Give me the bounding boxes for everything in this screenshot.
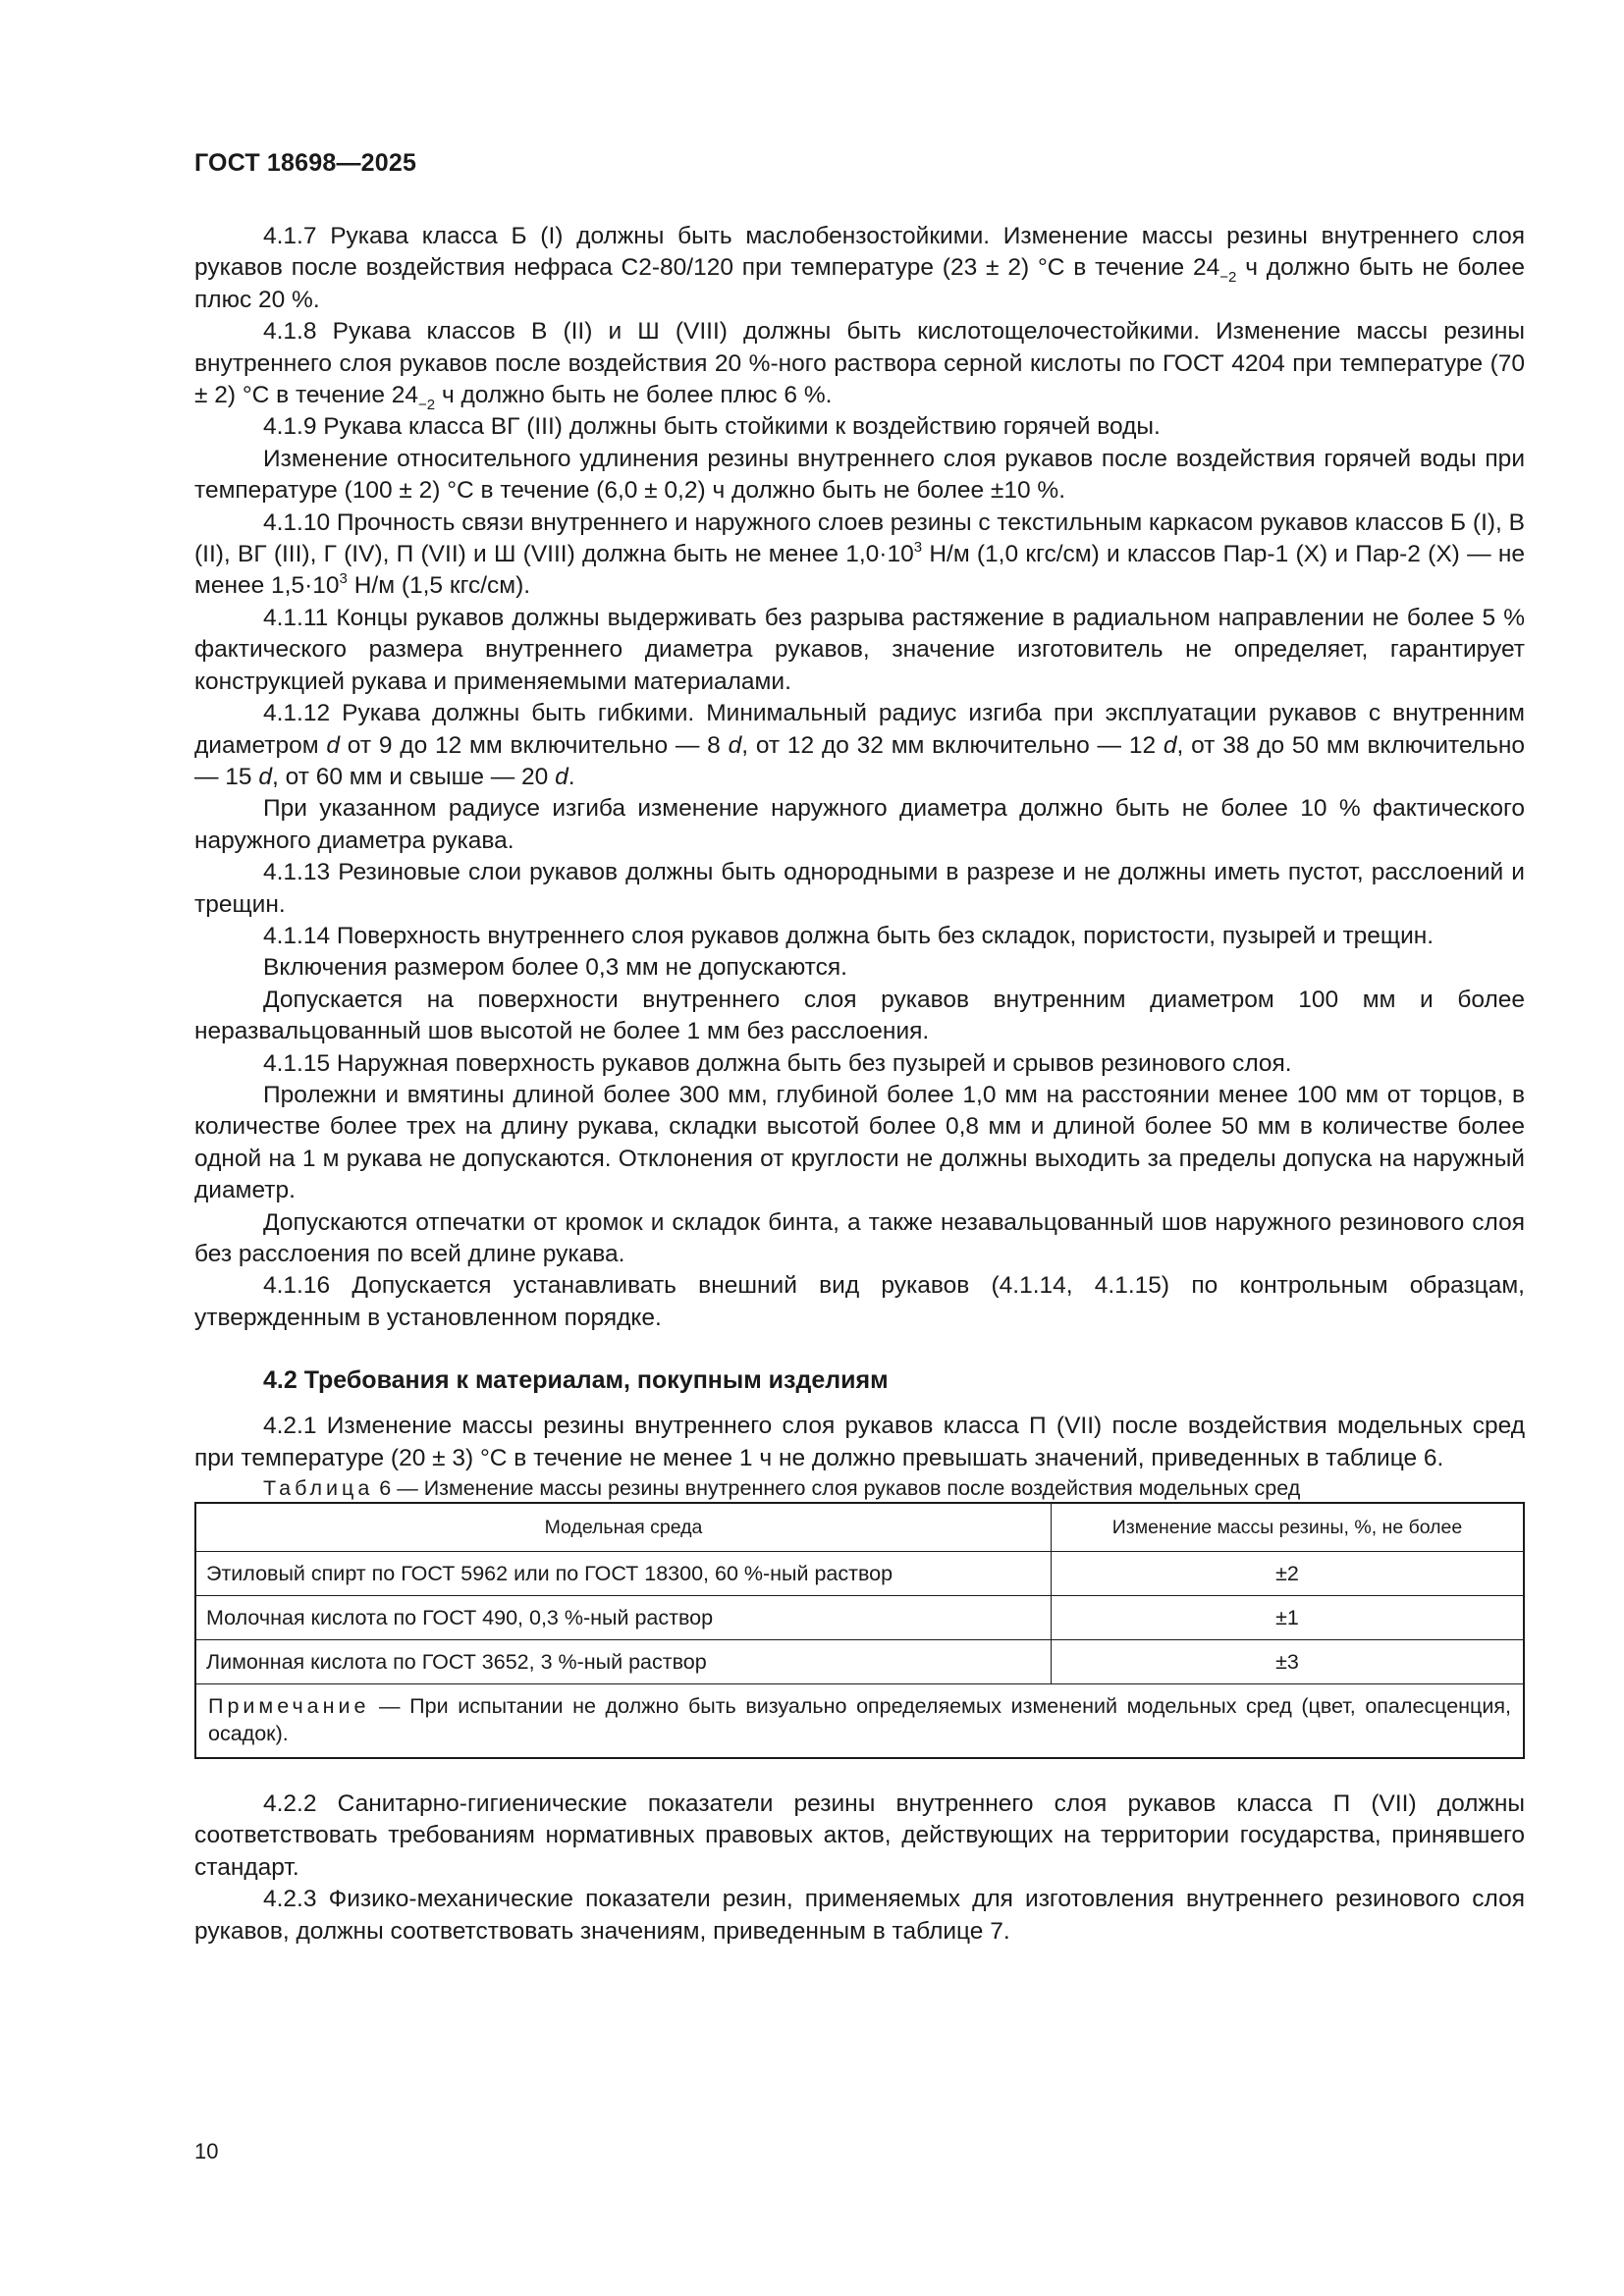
table-cell-medium: Молочная кислота по ГОСТ 490, 0,3 %-ный раствор <box>195 1596 1052 1640</box>
paragraph-4-1-8: 4.1.8 Рукава классов В (II) и Ш (VIII) должны быть кислотощелочестойкими. Изменение массы резины внутреннего слоя рукавов после воздействия 20 %-ного раствора серной кислоты по ГОСТ 4204 при температуре (70 ± 2) °С в течение $24_{-2}$ ч должно быть не более плюс 6 %. <box>194 318 1525 414</box>
table-6-caption: Таблица 6 — Изменение массы резины внутреннего слоя рукавов после воздействия модельных сред <box>263 1476 1301 1501</box>
table-note: Примечание — При испытании не должно быть визуально определяемых изменений модельных сред (цвет, опалесценция, осадок). <box>195 1684 1524 1759</box>
paragraph-4-1-9: 4.1.9 Рукава класса ВГ (III) должны быть стойкими к воздействию горячей воды. <box>263 413 1161 441</box>
document-body <box>194 221 1525 1948</box>
paragraph-4-1-16: 4.1.16 Допускается устанавливать внешний вид рукавов (4.1.14, 4.1.15) по контрольным образцам, утвержденным в установленном порядке. <box>194 1272 1525 1331</box>
paragraph-dents: Пролежни и вмятины длиной более 300 мм, глубиной более 1,0 мм на расстоянии менее 100 мм от торцов, в количестве более трех на длину рукава, складки высотой более 0,8 мм и длиной более 50 мм в количестве более одной на 1 м рукава не допускаются. Отклонения от круглости не должны выходить за пределы допуска на наружный диаметр. <box>194 1081 1525 1204</box>
paragraph-4-1-10: 4.1.10 Прочность связи внутреннего и наружного слоев резины с текстильным каркасом рукавов классов Б (I), В (II), ВГ (III), Г (IV), П (VII) и Ш (VIII) должна быть не менее $1,0\cdot 10^3$ Н/м (1,0 кгс/см) и классов Пар-1 (X) и Пар-2 (X) — не менее $1,5\cdot 10^3$ Н/м (1,5 кгс/см). <box>194 508 1525 600</box>
paragraph-4-1-14: 4.1.14 Поверхность внутреннего слоя рукавов должна быть без складок, пористости, пузырей и трещин. <box>263 922 1435 949</box>
paragraph-hot-water: Изменение относительного удлинения резины внутреннего слоя рукавов после воздействия горячей воды при температуре (100 ± 2) °С в течение (6,0 ± 0,2) ч должно быть не более ±10 %. <box>194 445 1525 505</box>
paragraph-4-1-7: 4.1.7 Рукава класса Б (I) должны быть маслобензостойкими. Изменение массы резины внутреннего слоя рукавов после воздействия нефраса С2-80/120 при температуре (23 ± 2) °С в течение $24_{-2}$ ч должно быть не более плюс 20 %. <box>194 223 1525 313</box>
page-number: 10 <box>194 2139 219 2163</box>
paragraph-4-1-15: 4.1.15 Наружная поверхность рукавов должна быть без пузырей и срывов резинового слоя. <box>263 1049 1292 1077</box>
table-cell-value: ±3 <box>1052 1640 1525 1684</box>
paragraph-4-1-13: 4.1.13 Резиновые слои рукавов должны быть однородными в разрезе и не должны иметь пустот, расслоений и трещин. <box>194 859 1525 918</box>
table-header-mass-change: Изменение массы резины, %, не более <box>1052 1503 1525 1552</box>
table-cell-value: ±2 <box>1052 1552 1525 1596</box>
table-cell-medium: Лимонная кислота по ГОСТ 3652, 3 %-ный раствор <box>195 1640 1052 1684</box>
document-header: ГОСТ 18698—2025 <box>194 149 417 177</box>
paragraph-bend-radius: При указанном радиусе изгиба изменение наружного диаметра должно быть не более 10 % фактического наружного диаметра рукава. <box>194 795 1525 854</box>
table-cell-value: ±1 <box>1052 1596 1525 1640</box>
paragraph-4-2-3: 4.2.3 Физико-механические показатели резин, применяемых для изготовления внутреннего резинового слоя рукавов, должны соответствовать значениям, приведенным в таблице 7. <box>194 1886 1525 1945</box>
paragraph-4-1-12: 4.1.12 Рукава должны быть гибкими. Минимальный радиус изгиба при эксплуатации рукавов с внутренним диаметром d от 9 до 12 мм включительно — 8 d, от 12 до 32 мм включительно — 12 d, от 38 до 50 мм включительно — 15 d, от 60 мм и свыше — 20 d. <box>194 700 1526 790</box>
table-note-row <box>195 1684 1524 1759</box>
paragraph-4-2-1: 4.2.1 Изменение массы резины внутреннего слоя рукавов класса П (VII) после воздействия модельных сред при температуре (20 ± 3) °С в течение не менее 1 ч не должно превышать значений, приведенных в таблице 6. <box>194 1413 1525 1471</box>
table-row <box>195 1596 1524 1640</box>
table-row <box>195 1640 1524 1684</box>
paragraph-4-2-2: 4.2.2 Санитарно-гигиенические показатели резины внутреннего слоя рукавов класса П (VII) должны соответствовать требованиям нормативных правовых актов, действующих на территории государства, принявшего стандарт. <box>194 1790 1525 1881</box>
table-cell-medium: Этиловый спирт по ГОСТ 5962 или по ГОСТ 18300, 60 %-ный раствор <box>195 1552 1052 1596</box>
paragraph-seam: Допускается на поверхности внутреннего слоя рукавов внутренним диаметром 100 мм и более неразвальцованный шов высотой не более 1 мм без расслоения. <box>194 986 1525 1045</box>
section-heading-4-2: 4.2 Требования к материалам, покупным изделиям <box>263 1366 889 1395</box>
table-6 <box>194 1502 1525 1759</box>
table-header-row <box>195 1503 1524 1552</box>
paragraph-4-1-11: 4.1.11 Концы рукавов должны выдерживать без разрыва растяжение в радиальном направлении не более 5 % фактического размера внутреннего диаметра рукавов, значение изготовитель не определяет, гарантирует конструкцией рукава и применяемыми материалами. <box>194 604 1525 695</box>
table-row <box>195 1552 1524 1596</box>
table-header-medium: Модельная среда <box>195 1503 1052 1552</box>
paragraph-inclusions: Включения размером более 0,3 мм не допускаются. <box>263 954 847 982</box>
paragraph-imprints: Допускаются отпечатки от кромок и складок бинта, а также незавальцованный шов наружного резинового слоя без расслоения по всей длине рукава. <box>194 1208 1525 1267</box>
